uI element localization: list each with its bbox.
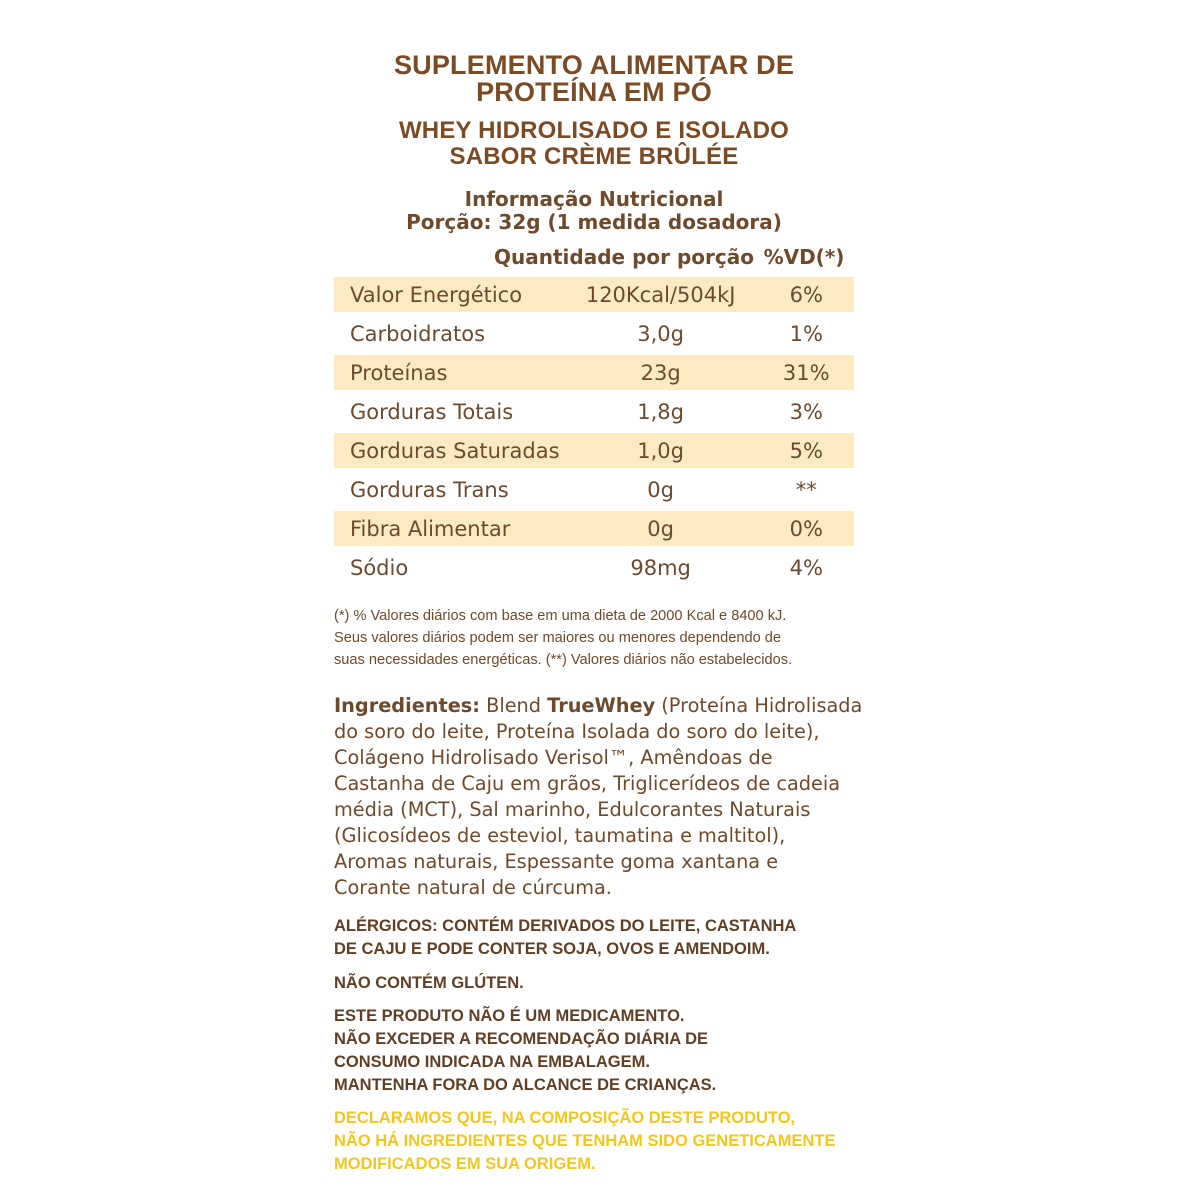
ingredients-line: do soro do leite, Proteína Isolada do soro do leite), — [334, 720, 820, 743]
gmo-line: NÃO HÁ INGREDIENTES QUE TENHAM SIDO GENETICAMENTE — [334, 1132, 836, 1150]
title-line-4: SABOR CRÈME BRÛLÉE — [449, 143, 739, 170]
gmo-declaration — [334, 1107, 854, 1176]
gluten-warning: NÃO CONTÉM GLÚTEN. — [334, 974, 524, 992]
footnote-line: Seus valores diários podem ser maiores ou menores dependendo de — [334, 630, 781, 646]
table-row — [334, 431, 854, 470]
ingredients-first-line — [334, 693, 863, 719]
table-row — [334, 509, 854, 548]
nutrient-amount: 98mg — [563, 548, 759, 585]
ingredients-line: média (MCT), Sal marinho, Edulcorantes Naturais — [334, 798, 811, 821]
nutrient-vd: 0% — [759, 509, 855, 548]
ingredients-line: Corante natural de cúrcuma. — [334, 876, 612, 899]
table-header — [334, 244, 854, 270]
medication-line: NÃO EXCEDER A RECOMENDAÇÃO DIÁRIA DE — [334, 1030, 709, 1048]
medication-line: ESTE PRODUTO NÃO É UM MEDICAMENTO. — [334, 1007, 685, 1025]
nutrient-name: Fibra Alimentar — [334, 509, 563, 548]
footnote-line: suas necessidades energéticas. (**) Valores diários não estabelecidos. — [334, 652, 793, 668]
ingredients-first-rest: (Proteína Hidrolisada — [655, 694, 863, 717]
nutrition-heading: Informação Nutricional — [464, 187, 724, 211]
nutrient-amount: 1,0g — [563, 431, 759, 470]
product-title — [334, 52, 854, 170]
nutrient-amount: 1,8g — [563, 392, 759, 431]
table-row — [334, 277, 854, 314]
nutrient-amount: 3,0g — [563, 314, 759, 353]
nutrient-vd: 6% — [759, 277, 855, 314]
nutrient-name: Proteínas — [334, 353, 563, 392]
nutrient-amount: 23g — [563, 353, 759, 392]
title-line-2: PROTEÍNA EM PÓ — [476, 77, 712, 107]
ingredients-line: Aromas naturais, Espessante goma xantana e — [334, 850, 779, 873]
medication-line: MANTENHA FORA DO ALCANCE DE CRIANÇAS. — [334, 1076, 717, 1094]
nutrient-name: Gorduras Totais — [334, 392, 563, 431]
nutrition-table — [334, 277, 854, 585]
table-row — [334, 353, 854, 392]
gmo-line: DECLARAMOS QUE, NA COMPOSIÇÃO DESTE PRODUTO, — [334, 1109, 796, 1127]
nutrient-name: Carboidratos — [334, 314, 563, 353]
nutrient-amount: 0g — [563, 470, 759, 509]
daily-values-footnote — [334, 605, 854, 671]
nutrient-vd: 3% — [759, 392, 855, 431]
ingredients-label: Ingredientes: — [334, 694, 480, 717]
ingredients-prefix: Blend — [479, 694, 548, 717]
nutrient-vd: 4% — [759, 548, 855, 585]
nutrient-amount: 120Kcal/504kJ — [563, 277, 759, 314]
nutrient-vd: ** — [759, 470, 855, 509]
nutrient-amount: 0g — [563, 509, 759, 548]
allergens-line: ALÉRGICOS: CONTÉM DERIVADOS DO LEITE, CASTANHA — [334, 917, 797, 935]
nutrition-info-heading — [334, 188, 854, 234]
title-line-1: SUPLEMENTO ALIMENTAR DE — [393, 50, 795, 80]
table-row — [334, 470, 854, 509]
col-vd-header: %VD(*) — [763, 245, 845, 269]
nutrient-name: Sódio — [334, 548, 563, 585]
ingredients-line: Colágeno Hidrolisado Verisol™, Amêndoas de — [334, 746, 773, 769]
brand-name: TrueWhey — [547, 694, 656, 717]
footnote-line: (*) % Valores diários com base em uma dieta de 2000 Kcal e 8400 kJ. — [334, 608, 787, 624]
table-row — [334, 314, 854, 353]
medication-warning — [334, 1005, 854, 1097]
table-row — [334, 548, 854, 585]
table-row — [334, 392, 854, 431]
nutrient-vd: 31% — [759, 353, 855, 392]
gmo-line: MODIFICADOS EM SUA ORIGEM. — [334, 1155, 596, 1173]
medication-line: CONSUMO INDICADA NA EMBALAGEM. — [334, 1053, 650, 1071]
portion-text: Porção: 32g (1 medida dosadora) — [406, 210, 782, 234]
nutrition-label — [334, 50, 863, 1176]
ingredients-line: Castanha de Caju em grãos, Triglicerídeos de cadeia — [334, 772, 841, 795]
nutrient-vd: 5% — [759, 431, 855, 470]
nutrient-name: Gorduras Trans — [334, 470, 563, 509]
nutrient-name: Gorduras Saturadas — [334, 431, 563, 470]
allergens-line: DE CAJU E PODE CONTER SOJA, OVOS E AMENDOIM. — [334, 940, 770, 958]
title-line-3: WHEY HIDROLISADO E ISOLADO — [398, 117, 790, 144]
allergens-warning — [334, 915, 854, 961]
nutrient-vd: 1% — [759, 314, 855, 353]
ingredients-block — [334, 693, 863, 901]
ingredients-line: (Glicosídeos de esteviol, taumatina e maltitol), — [334, 824, 786, 847]
nutrient-name: Valor Energético — [334, 277, 563, 314]
col-quantity-header: Quantidade por porção — [494, 245, 754, 269]
